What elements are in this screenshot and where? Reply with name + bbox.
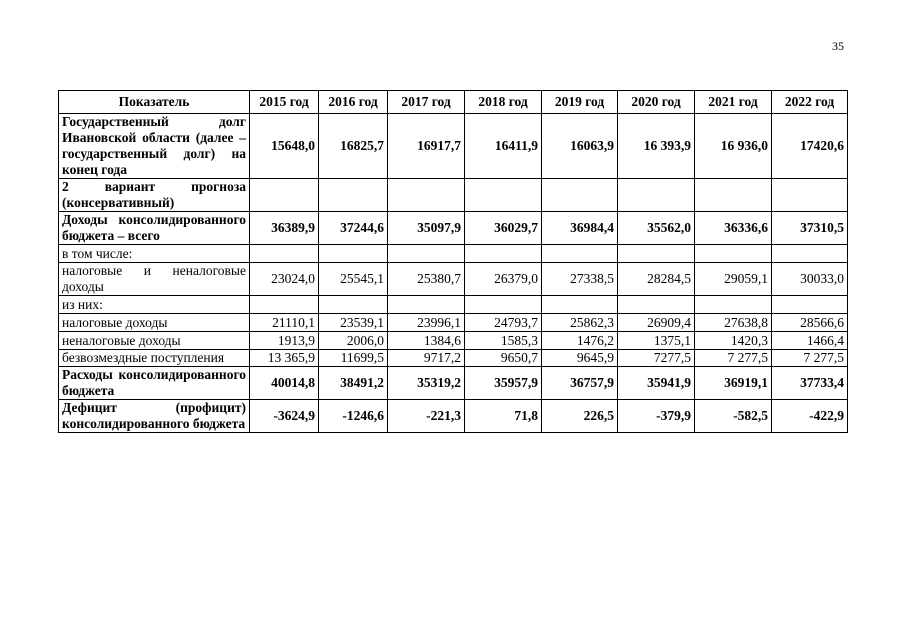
cell-value: 35957,9 [465,367,542,400]
cell-value: 36757,9 [542,367,618,400]
table-row [59,332,848,350]
header-year: 2015 год [250,91,319,114]
table-header-row [59,91,848,114]
cell-value: -422,9 [772,400,848,433]
cell-value: 30033,0 [772,263,848,296]
cell-value: -3624,9 [250,400,319,433]
cell-value: 23996,1 [388,314,465,332]
cell-value [618,179,695,212]
header-year: 2019 год [542,91,618,114]
header-year: 2017 год [388,91,465,114]
row-label: из них: [59,296,250,314]
row-label: налоговые доходы [59,314,250,332]
row-label: налоговые и неналоговые доходы [59,263,250,296]
cell-value: 16 393,9 [618,114,695,179]
table-row [59,179,848,212]
header-year: 2018 год [465,91,542,114]
cell-value: -1246,6 [319,400,388,433]
cell-value: 7 277,5 [772,350,848,367]
cell-value: 36336,6 [695,212,772,245]
cell-value: 16063,9 [542,114,618,179]
header-year: 2022 год [772,91,848,114]
page-number: 35 [832,39,844,53]
cell-value: 35941,9 [618,367,695,400]
cell-value [695,296,772,314]
row-label: в том числе: [59,245,250,263]
cell-value [542,296,618,314]
cell-value: 28284,5 [618,263,695,296]
cell-value: -379,9 [618,400,695,433]
table-row [59,350,848,367]
cell-value: 1375,1 [618,332,695,350]
cell-value: 37310,5 [772,212,848,245]
header-year: 2016 год [319,91,388,114]
cell-value: 7 277,5 [695,350,772,367]
cell-value: 15648,0 [250,114,319,179]
header-indicator: Показатель [59,91,250,114]
cell-value: 28566,6 [772,314,848,332]
cell-value [695,179,772,212]
cell-value: 9650,7 [465,350,542,367]
row-label: Расходы консолидированного бюджета [59,367,250,400]
cell-value [465,179,542,212]
cell-value: 21110,1 [250,314,319,332]
cell-value: 1913,9 [250,332,319,350]
cell-value: -582,5 [695,400,772,433]
cell-value: 1476,2 [542,332,618,350]
cell-value [465,296,542,314]
cell-value: 35319,2 [388,367,465,400]
row-label: 2 вариант прогноза (консервативный) [59,179,250,212]
cell-value [250,245,319,263]
cell-value [319,179,388,212]
budget-forecast-table [58,90,848,433]
cell-value: 7277,5 [618,350,695,367]
cell-value [388,179,465,212]
cell-value: 25862,3 [542,314,618,332]
cell-value: 9717,2 [388,350,465,367]
cell-value: 2006,0 [319,332,388,350]
cell-value: 26379,0 [465,263,542,296]
cell-value: 27638,8 [695,314,772,332]
cell-value: 1466,4 [772,332,848,350]
cell-value [319,245,388,263]
cell-value [542,179,618,212]
cell-value: 36984,4 [542,212,618,245]
cell-value: 13 365,9 [250,350,319,367]
cell-value: 226,5 [542,400,618,433]
cell-value: 1420,3 [695,332,772,350]
cell-value: 38491,2 [319,367,388,400]
cell-value: 16825,7 [319,114,388,179]
cell-value: 23024,0 [250,263,319,296]
cell-value: -221,3 [388,400,465,433]
table-row [59,263,848,296]
row-label: Дефицит (профицит) консолидированного бюджета [59,400,250,433]
cell-value: 36389,9 [250,212,319,245]
cell-value: 25545,1 [319,263,388,296]
row-label: безвозмездные поступления [59,350,250,367]
cell-value: 16917,7 [388,114,465,179]
cell-value: 17420,6 [772,114,848,179]
table-row [59,400,848,433]
table-row [59,367,848,400]
cell-value: 9645,9 [542,350,618,367]
cell-value: 1585,3 [465,332,542,350]
cell-value: 71,8 [465,400,542,433]
cell-value [388,245,465,263]
cell-value: 36029,7 [465,212,542,245]
cell-value [250,296,319,314]
cell-value: 35562,0 [618,212,695,245]
cell-value: 40014,8 [250,367,319,400]
cell-value: 16 936,0 [695,114,772,179]
row-label: Государственный долг Ивановской области (далее – государственный долг) на конец года [59,114,250,179]
cell-value [695,245,772,263]
cell-value [618,296,695,314]
row-label: неналоговые доходы [59,332,250,350]
table-row [59,314,848,332]
cell-value: 1384,6 [388,332,465,350]
table-row [59,296,848,314]
cell-value: 37733,4 [772,367,848,400]
cell-value: 37244,6 [319,212,388,245]
cell-value: 29059,1 [695,263,772,296]
cell-value: 24793,7 [465,314,542,332]
cell-value [772,179,848,212]
row-label: Доходы консолидированного бюджета – всего [59,212,250,245]
cell-value [250,179,319,212]
cell-value: 26909,4 [618,314,695,332]
cell-value: 36919,1 [695,367,772,400]
cell-value [772,245,848,263]
cell-value [388,296,465,314]
header-year: 2021 год [695,91,772,114]
table-row [59,212,848,245]
cell-value [465,245,542,263]
table-row [59,114,848,179]
cell-value: 16411,9 [465,114,542,179]
header-year: 2020 год [618,91,695,114]
cell-value [772,296,848,314]
cell-value: 11699,5 [319,350,388,367]
cell-value [319,296,388,314]
table-row [59,245,848,263]
cell-value [618,245,695,263]
cell-value: 25380,7 [388,263,465,296]
cell-value: 35097,9 [388,212,465,245]
cell-value [542,245,618,263]
cell-value: 23539,1 [319,314,388,332]
cell-value: 27338,5 [542,263,618,296]
